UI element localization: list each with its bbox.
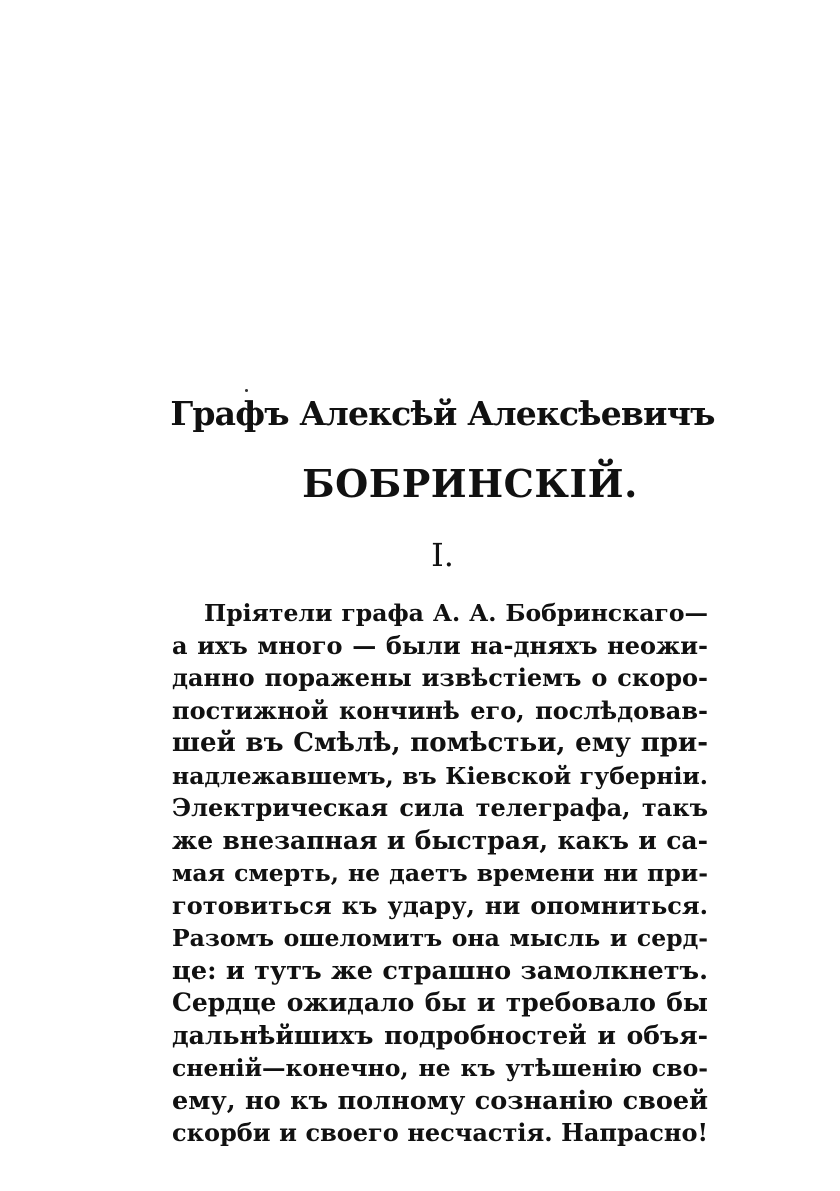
body-line: сненій—конечно, не къ утѣшенію сво- [172,1054,708,1082]
body-line: Электрическая сила телеграфа, такъ [172,793,708,822]
body-line: данно поражены извѣстіемъ о скоро- [172,663,708,692]
body-line: Сердце ожидало бы и требовало бы [172,988,708,1017]
body-line: ему, но къ полному сознанію своей [172,1085,708,1116]
body-line: Пріятели графа А. А. Бобринскаго— [204,599,708,627]
body-line: же внезапная и быстрая, какъ и са- [172,825,708,855]
heading-line-1: Графъ Алексѣй Алексѣевичъ [170,394,715,433]
section-number: I. [431,536,454,574]
body-line: шей въ Смѣлѣ, помѣстьи, ему при- [172,728,708,758]
heading-line-2: БОБРИНСКІЙ. [302,461,638,506]
body-line: Разомъ ошеломитъ она мысль и серд- [172,924,708,952]
body-line: надлежавшемъ, въ Кіевской губерніи. [172,761,708,790]
body-line: скорби и своего несчастія. Напрасно! [172,1118,708,1147]
body-line: постижной кончинѣ его, послѣдовав- [172,695,708,725]
body-line: а ихъ много — были на-дняхъ неожи- [172,630,708,660]
body-line: готовиться къ удару, ни опомниться. [172,890,708,920]
body-line: мая смерть, не даетъ времени ни при- [172,859,708,887]
body-paragraph [172,597,708,1150]
body-line: дальнѣйшихъ подробностей и объя- [172,1020,708,1050]
body-line: це: и тутъ же страшно замолкнетъ. [172,955,708,986]
